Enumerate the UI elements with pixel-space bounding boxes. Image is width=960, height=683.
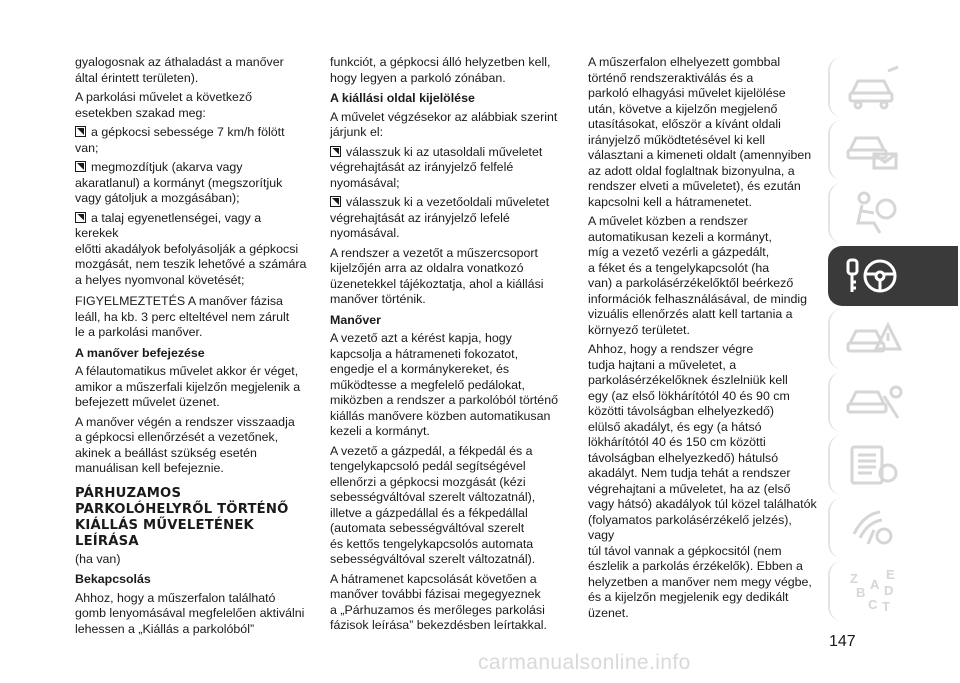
bullet-item: válasszuk ki a vezetőoldali műveletet végrehajtását az irányjelző lefelé nyomásával.	[330, 195, 550, 240]
car-service-icon	[844, 378, 904, 426]
car-warning-icon	[844, 315, 904, 363]
section-heading: Bekapcsolás	[75, 572, 151, 586]
tab-multimedia[interactable]	[828, 498, 958, 558]
paragraph: A rendszer a vezetőt a műszercsoport kijelzőjén arra az oldalra vonatkozó üzenetekkel tájékoztatja, ahol a kiállási manőver történik.	[330, 245, 544, 306]
section-heading: Manőver	[330, 312, 381, 327]
paragraph: A manőver végén a rendszer visszaadja a gépkocsi ellenőrzését a vezetőnek, akinek a beállást szükség esetén manuálisan kell befejeznie.	[75, 414, 295, 475]
car-info-envelope-icon	[844, 126, 904, 174]
section-heading: A manőver befejezése	[75, 345, 205, 360]
section-heading: A kiállási oldal kijelölése	[330, 91, 475, 105]
subtitle: (ha van)	[75, 551, 121, 566]
tab-vehicle-info[interactable]	[828, 120, 958, 180]
paragraph: A hátramenet kapcsolását követően a manőver további fázisai megegyeznek a „Párhuzamos és merőleges parkolási fázisok leírása” bekezdésben leírtakkal.	[330, 571, 547, 632]
bullet-icon	[330, 196, 341, 207]
index-letter: Z	[850, 571, 858, 586]
watermark: carmanualsonline.info	[478, 651, 691, 674]
paragraph: A parkolási művelet a következő esetekben szakad meg:	[75, 90, 253, 120]
paragraph: A félautomatikus művelet akkor ér véget, amikor a műszerfali kijelzőn megjelenik a befejezett művelet üzenet.	[75, 364, 301, 409]
paragraph: Ahhoz, hogy a műszerfalon található gomb lenyomásával megfelelően aktiválni lehessen a „Kiállás a parkolóból”	[75, 590, 305, 636]
bullet-icon	[75, 161, 86, 172]
index-letter: B	[856, 585, 866, 600]
paragraph: A művelet végzésekor az alábbiak szerint járjunk el:	[330, 109, 558, 139]
key-steering-wheel-icon	[842, 252, 902, 300]
bullet-icon	[330, 146, 341, 157]
index-letter: C	[868, 597, 878, 612]
tab-emergency[interactable]	[828, 372, 958, 432]
paragraph: A művelet közben a rendszer automatikusan kezeli a kormányt, míg a vezető vezérli a gázpedált, a féket és a tengelykapcsolót (ha van) a parkolásérzékelőktől beérkező információk felhasználásával, de mindig vizuális ellenőrzés alatt kell tartania a környező területet.	[588, 214, 808, 337]
bullet-item: megmozdítjuk (akarva vagy akaratlanul) a kormányt (megszorítjuk vagy gátoljuk a mozgásában);	[75, 160, 283, 205]
bullet-item: a gépkocsi sebessége 7 km/h fölött van;	[75, 125, 285, 155]
paragraph: A vezető a gázpedál, a fékpedál és a tengelykapcsoló pedál segítségével ellenőrzi a gépkocsi mozgását (kézi sebességváltóval szerelt változatnál), illetve a gázpedállal és a fékpedállal (automata sebességváltóval szerelt és kettős tengelykapcsolós automata sebességváltóval szerelt változatnál).	[330, 443, 536, 566]
alphabetical-index-icon	[844, 567, 904, 615]
bullet-icon	[75, 212, 86, 223]
tab-dashboard[interactable]	[828, 57, 958, 117]
chapter-tabs	[828, 57, 960, 624]
paragraph: gyalogosnak az áthaladást a manőver által érintett területen).	[75, 55, 284, 85]
index-letter: E	[886, 567, 895, 582]
index-letter: T	[882, 599, 890, 614]
page-number: 147	[829, 633, 856, 650]
technical-data-icon	[844, 441, 904, 489]
bullet-item: válasszuk ki az utasoldali műveletet végrehajtását az irányjelző felfelé nyomásával;	[330, 144, 543, 190]
paragraph: A vezető azt a kérést kapja, hogy kapcsolja a hátrameneti fokozatot, engedje el a kormánykereket, és működtesse a megfelelő pedálokat, miközben a rendszer a parkolóból történő kiállás manővere közben automatikusan kezeli a kormányt.	[330, 331, 558, 438]
car-dashboard-icon	[844, 63, 904, 111]
index-letter: D	[884, 583, 894, 598]
tab-index[interactable]	[828, 561, 958, 621]
chapter-heading: PÁRHUZAMOS PARKOLÓHELYRŐL TÖRTÉNŐ KIÁLLÁS MŰVELETÉNEK LEÍRÁSA	[75, 485, 289, 549]
paragraph: A műszerfalon elhelyezett gombbal történő rendszeraktiválás és a parkoló elhagyási művelet kijelölése után, követve a kijelzőn megjelenő utasításokat, először a kívánt oldali irányjelző működtetésével ki kell választani a kimeneti oldalt (amennyiben az adott oldal foglaltnak bizonyulna, a rendszer elveti a műveletet), és ezután kapcsolni kell a hátramenetet.	[588, 55, 812, 209]
index-letter: A	[870, 577, 880, 592]
text-column-2	[330, 55, 565, 638]
bullet-item: a talaj egyenetlenségei, vagy a kerekek előtti akadályok befolyásolják a gépkocsi mozgását, nem teszik lehetővé a számára a helyes nyomvonal követését;	[75, 210, 307, 287]
tab-starting-driving[interactable]	[828, 246, 958, 306]
paragraph: funkciót, a gépkocsi álló helyzetben kell, hogy legyen a parkoló zónában.	[330, 55, 551, 85]
bullet-icon	[75, 126, 86, 137]
text-column-3	[588, 55, 820, 625]
paragraph: Ahhoz, hogy a rendszer végre tudja hajtani a műveletet, a parkolásérzékelőknek észlelniük kell egy (az első lökhárítótól 40 és 90 cm közötti távolságban elhelyezkedő) elülső akadályt, és egy (a hátsó lökhárítótól 40 és 150 cm közötti távolságban elhelyezkedő) hátulsó akadályt. Nem tudja tehát a rendszer végrehajtani a műveletet, ha az (első vagy hátsó) akadályok túl közel találhatók (folyamatos parkolásérzékelő jelzés), vagy túl távol vannak a gépkocsitól (nem észlelik a parkolás érzékelők). Ebben a helyzetben a manőver nem megy végbe, és a kijelzőn megjelenik egy dedikált üzenet.	[588, 342, 817, 620]
multimedia-icon	[844, 504, 904, 552]
warning-paragraph: FIGYELMEZTETÉS A manőver fázisa leáll, ha kb. 3 perc elteltével nem zárult le a parkolási manőver.	[75, 294, 290, 339]
text-column-1	[75, 55, 307, 641]
tab-technical-data[interactable]	[828, 435, 958, 495]
tab-safety[interactable]	[828, 183, 958, 243]
airbag-seat-icon	[844, 189, 904, 237]
tab-warning-lights[interactable]	[828, 309, 958, 369]
